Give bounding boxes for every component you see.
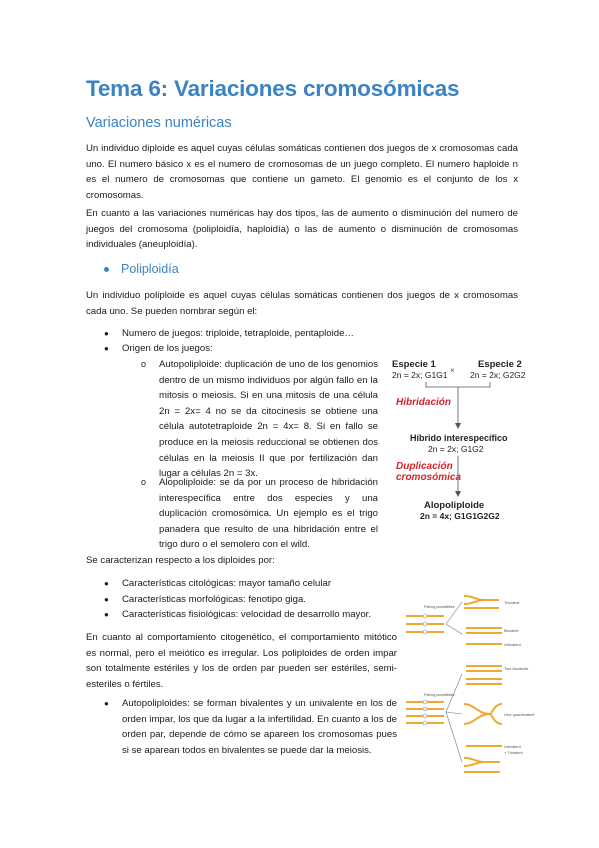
page-title: Tema 6: Variaciones cromosómicas (86, 76, 460, 101)
pairing-label-bottom: Pairing possibilities (424, 693, 455, 697)
alopoliploide-formula: 2n = 4x; G1G1G2G2 (420, 511, 500, 521)
document-page: Tema 6: Variaciones cromosómicas Variaciones numéricas Un individuo diploide es aquel cuyas células somáticas contienen dos juegos de x cromosomas cada uno. El numero básico x es el numero de cromosomas de un juego completo. El numero haploide n es el numero de cromosomas que contiene un gameto. El genomio es el conjunto de los x cromosomas. En cuanto a las variaciones numéricas hay dos tipos, las de aumento o disminución del numero de juegos del cromosoma (poliploidía, haploidía) o las de aumento o disminución de cromosomas individuales (aneuploidía). Poliploidía Un individuo poliploide es aquel cuyas células somáticas contienen dos juegos de x cromosomas cada uno. Se pueden nombrar según el: ● Numero de juegos: triploide, tetraploide, pentaploide… ● Origen de los juegos: o Autopoliploide: duplicación de uno de los genomios dentro de un mismo individuos por algún fallo en la mitosis o meiosis. Si en una mitosis de una célula 2n = 2x= 4 no se da citocinesis se obtiene una célula autotetraploide 2n = 4x= 8. Si en fallo se produce en la meiosis reduccional se obtienen dos células en la meiosis II que por fertilización dan lugar a células 2n = 3x. o Alopoliploide: se da por un proceso de hibridación interespecífica entre dos especies y una duplicación cromosómica. Un ejemplo es el trigo panadera que resulto de una hibridación entre el trigo duro o el semolero con el wild. Se caracterizan respecto a los diploides por: ● Características citológicas: mayor tamaño celular ● Características morfológicas: fenotipo giga. ● Características fisiológicas: velocidad de desarrollo mayor. En cuanto al comportamiento citogenético, el comportamiento mitótico es normal, pero el meiótico es irregular. Los poliploides de orden impar son totalmente estériles y los de orden par pueden ser estériles, semi-esteriles o fértiles. ● Autopoliploides: se forman bivalentes y un univalente en los de orden impar, los que da lugar a la infertilidad. En cuanto a los de orden par, depende de cómo se apareen los cromosomas pues si se aparean todos en bivalentes se puede dar la meiosis. Especie 1 2n = 2x; G1G1 × Especie 2 2n = 2x; G2G2 Hibridación Híbrido interespecífico 2n = 2x; G1G2 Duplicación cromosómica Alopoliploide 2n = 4x; G1G1G2G2 Pairing possibilities Pairing possibilities Trivalent Bivalent Univalent Two bivalents One quadrivalent Univalent + Trivalent (0, 0, 599, 848)
especie2-formula: 2n = 2x; G2G2 (470, 370, 526, 380)
univalent-label-2: Univalent (504, 744, 521, 749)
alopoliploide-label: Alopoliploide (424, 500, 485, 511)
bullet-dot-icon (104, 267, 109, 272)
bullet-icon: ● (104, 699, 109, 708)
hibrido-label: Híbrido interespecífico (410, 433, 508, 443)
bullet-icon: ● (104, 344, 109, 353)
subsection-heading: Poliploidía (104, 262, 179, 276)
bullet-icon: ● (104, 595, 109, 604)
alopoliploidy-diagram (388, 355, 526, 523)
quadrivalent-label: One quadrivalent (504, 712, 535, 717)
trivalent-label-2: + Trivalent (504, 750, 523, 755)
duplicacion-label: Duplicación (396, 461, 453, 472)
hibridacion-label: Hibridación (396, 397, 452, 408)
pairing-diagram (404, 586, 535, 786)
cromosomica-label: cromosómica (396, 472, 462, 483)
especie2-label: Especie 2 (478, 359, 522, 370)
paragraph-citogenetico: En cuanto al comportamiento citogenético, el comportamiento mitótico es normal, pero el meiótico es irregular. Los poliploides de orden impar son totalmente estériles y los de orden par pueden ser estériles, semi-esteriles o fértiles. (86, 632, 397, 690)
especie1-label: Especie 1 (392, 359, 436, 370)
pairing-label-top: Pairing possibilities (424, 605, 455, 609)
paragraph-variaciones: En cuanto a las variaciones numéricas hay dos tipos, las de aumento o disminución del numero de juegos del cromosoma (poliploidía, haploidía) o las de aumento o disminución de cromosomas individuales (aneuploidía). (86, 208, 518, 251)
section-heading: Variaciones numéricas (86, 115, 232, 131)
circle-bullet-icon: o (141, 359, 147, 369)
two-bivalents-label: Two bivalents (504, 666, 529, 671)
bivalent-label: Bivalent (504, 628, 519, 633)
bullet-icon: ● (104, 329, 109, 338)
bullet-icon: ● (104, 610, 109, 619)
paragraph-caracterizan: Se caracterizan respecto a los diploides por: (86, 555, 275, 566)
bullet-icon: ● (104, 579, 109, 588)
circle-bullet-icon: o (141, 477, 147, 487)
hibrido-formula: 2n = 2x; G1G2 (428, 444, 484, 454)
paragraph-poliploide: Un individuo poliploide es aquel cuyas células somáticas contienen dos juegos de x cromosomas cada uno. Se pueden nombrar según el: (86, 290, 518, 317)
paragraph-diploide: Un individuo diploide es aquel cuyas células somáticas contienen dos juegos de x cromosomas cada uno. El numero básico x es el numero de cromosomas de un juego completo. El numero haploide n es el numero de cromosomas que contiene un gameto. El genomio es el conjunto de los x cromosomas. (86, 143, 518, 201)
univalent-label: Univalent (504, 642, 521, 647)
cross-label: × (450, 366, 455, 375)
trivalent-label: Trivalent (504, 600, 520, 605)
especie1-formula: 2n = 2x; G1G1 (392, 370, 448, 380)
